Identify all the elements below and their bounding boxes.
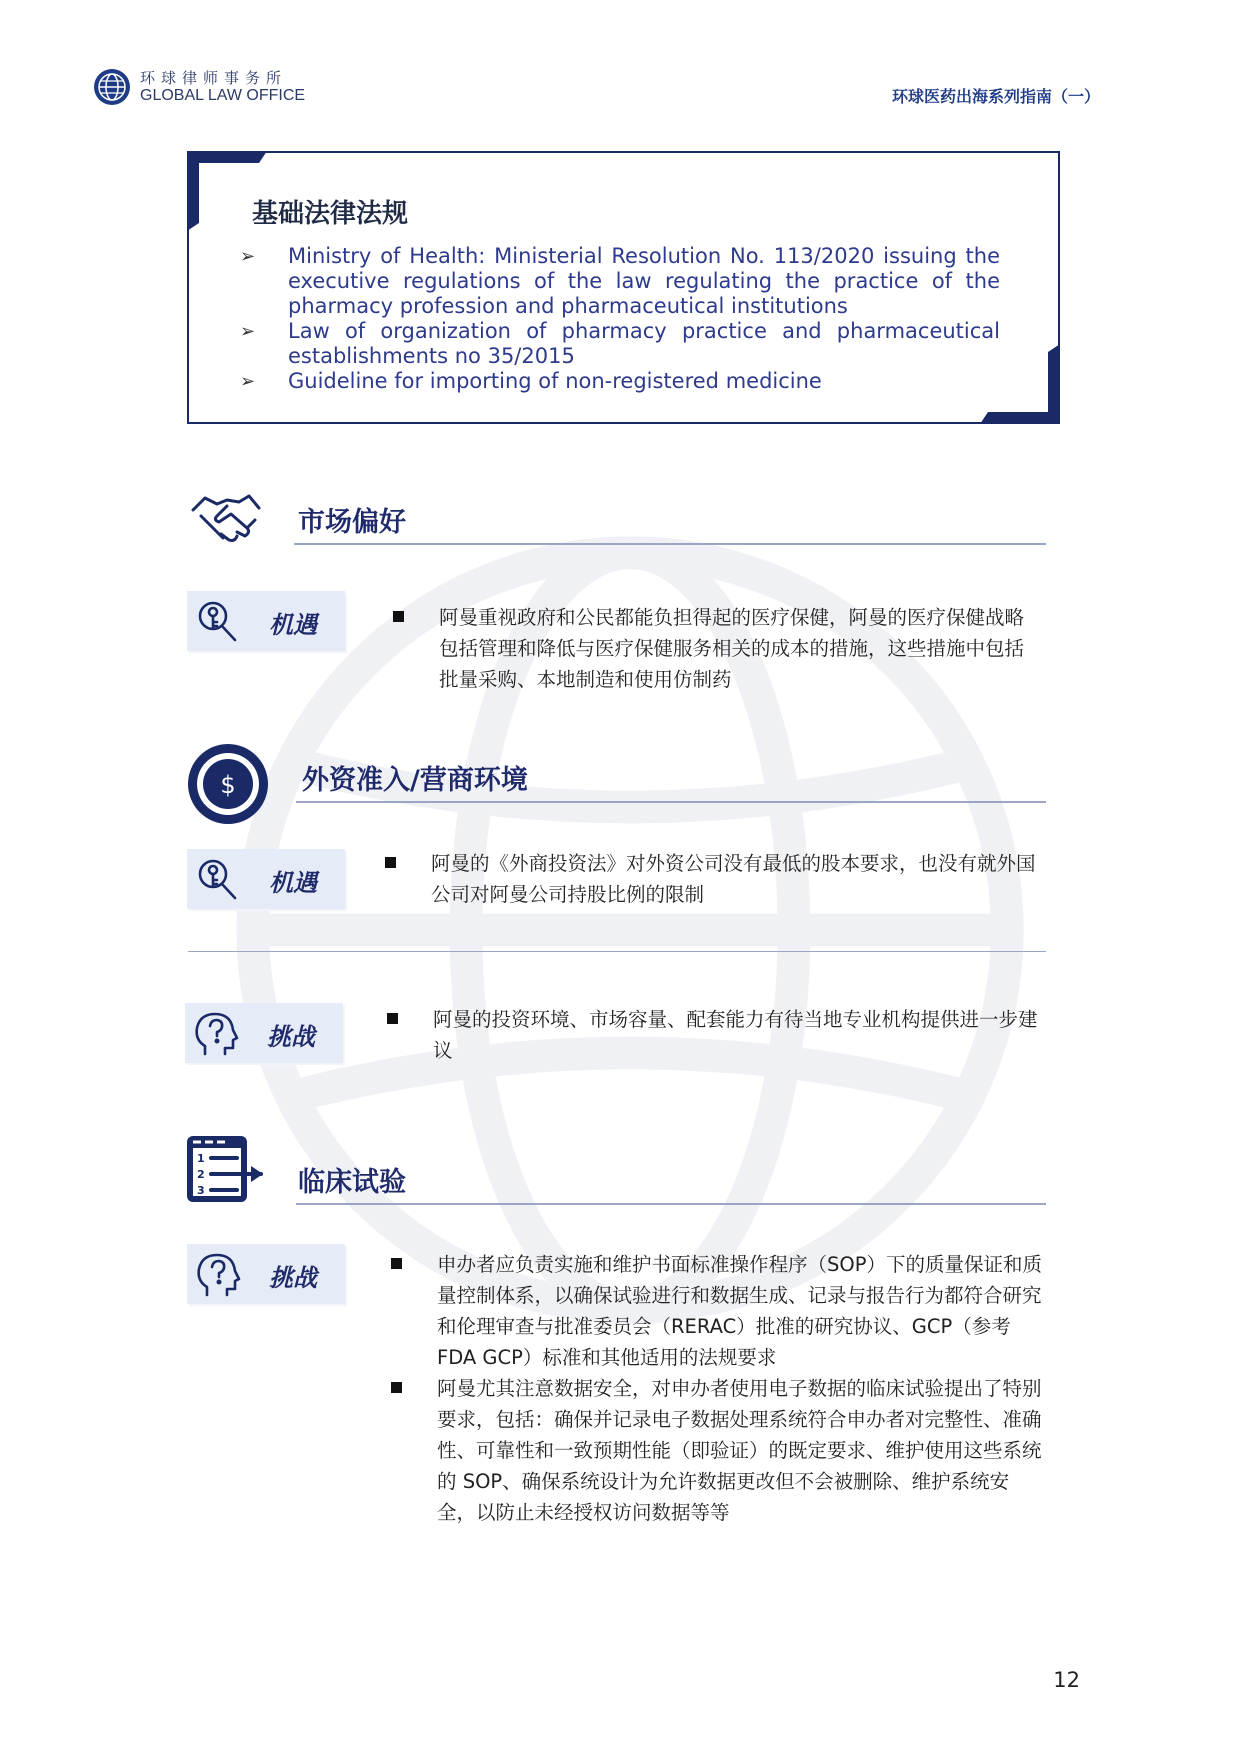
- opportunity-label: 机遇: [269, 869, 317, 897]
- opportunity-tag: [187, 849, 345, 909]
- market-opportunity-bullet: 阿曼重视政府和公民都能负担得起的医疗保健，阿曼的医疗保健战略包括管理和降低与医疗保健服务相关的成本的措施，这些措施中包括批量采购、本地制造和使用仿制药: [393, 602, 1043, 702]
- arrow-bullet-icon: ➢: [240, 321, 256, 342]
- page-number: 12: [1053, 1668, 1080, 1692]
- svg-text:1: 1: [197, 1152, 205, 1165]
- logo-english-name: GLOBAL LAW OFFICE: [140, 87, 306, 104]
- head-question-icon: [191, 1010, 241, 1058]
- arrow-bullet-icon: ➢: [240, 246, 256, 267]
- legal-list: [240, 244, 1000, 394]
- challenge-label: 挑战: [269, 1264, 317, 1292]
- handshake-icon: [187, 480, 265, 558]
- section-title-investment: 外资准入/营商环境: [302, 765, 528, 796]
- square-bullet-icon: [391, 1258, 402, 1269]
- challenge-tag: [185, 1003, 343, 1063]
- square-bullet-icon: [385, 857, 396, 868]
- section-rule: [294, 543, 1046, 545]
- section-title-market: 市场偏好: [298, 507, 406, 538]
- opportunity-tag: [187, 591, 345, 651]
- clinical-challenge-bullet: 阿曼尤其注意数据安全，对申办者使用电子数据的临床试验提出了特别要求，包括：确保并记录电子数据处理系统符合申办者对完整性、准确性、可靠性和一致预期性能（即验证）的既定要求、维护使用这些系统的 SOP、确保系统设计为允许数据更改但不会被删除、维护系统安全，以防止未经授权访问数据等等: [391, 1373, 1047, 1533]
- section-divider: [188, 951, 1046, 952]
- guide-series-title: 环球医药出海系列指南（一）: [891, 87, 1100, 106]
- clinical-challenge-bullet: 申办者应负责实施和维护书面标准操作程序（SOP）下的质量保证和质量控制体系，以确保试验进行和数据生成、记录与报告行为都符合研究和伦理审查与批准委员会（RERAC）批准的研究协议、GCP（参考 FDA GCP）标准和其他适用的法规要求: [391, 1249, 1047, 1375]
- globe-logo-icon: [92, 67, 132, 107]
- opportunity-label: 机遇: [269, 611, 317, 639]
- square-bullet-icon: [387, 1013, 398, 1024]
- investment-opportunity-bullet: 阿曼的《外商投资法》对外资公司没有最低的股本要求，也没有就外国公司对阿曼公司持股比例的限制: [385, 848, 1045, 918]
- section-title-clinical: 临床试验: [298, 1167, 406, 1198]
- challenge-label: 挑战: [267, 1023, 315, 1051]
- key-search-icon: [193, 598, 243, 646]
- svg-text:$: $: [220, 771, 236, 799]
- svg-text:3: 3: [197, 1184, 205, 1197]
- section-rule: [296, 801, 1046, 803]
- investment-challenge-bullet: 阿曼的投资环境、市场容量、配套能力有待当地专业机构提供进一步建议: [387, 1004, 1047, 1074]
- arrow-bullet-icon: ➢: [240, 371, 256, 392]
- logo-chinese-name: 环球律师事务所: [140, 69, 288, 87]
- legal-item: ➢ Ministry of Health: Ministerial Resolution No. 113/2020 issuing the executive regulations of the law regulating the practice of the pharmacy profession and pharmaceutical institutions: [240, 244, 1000, 318]
- legal-heading: 基础法律法规: [252, 199, 409, 229]
- svg-text:2: 2: [197, 1168, 205, 1181]
- dollar-coin-icon: [186, 742, 270, 826]
- legal-item: ➢ Law of organization of pharmacy practice and pharmaceutical establishments no 35/2015: [240, 319, 1000, 368]
- head-question-icon: [193, 1251, 243, 1299]
- square-bullet-icon: [391, 1382, 402, 1393]
- numbered-list-icon: [185, 1134, 265, 1206]
- legal-item: ➢ Guideline for importing of non-registered medicine: [240, 369, 822, 393]
- key-search-icon: [193, 856, 243, 904]
- section-rule: [296, 1203, 1046, 1205]
- square-bullet-icon: [393, 611, 404, 622]
- challenge-tag: [187, 1244, 345, 1304]
